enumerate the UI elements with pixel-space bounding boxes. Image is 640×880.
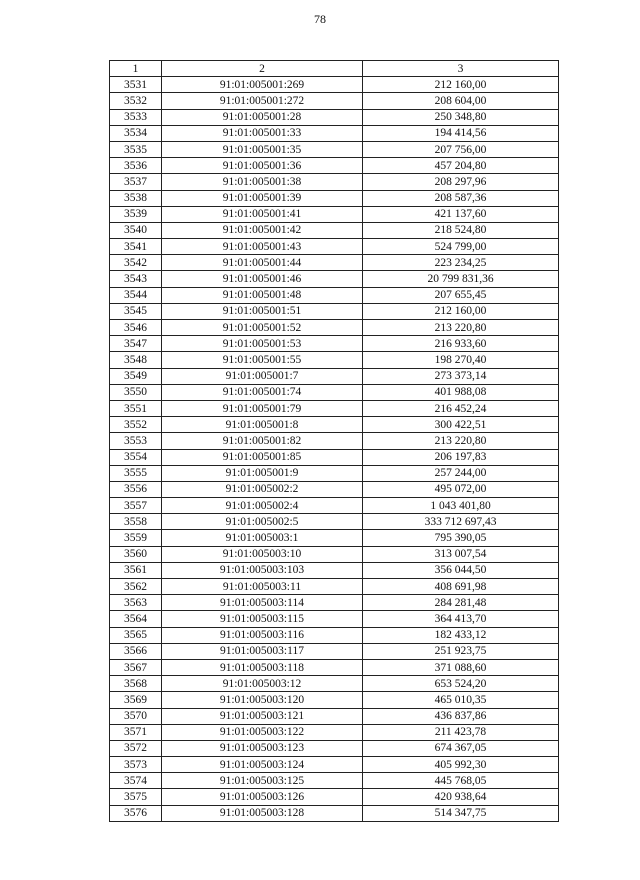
- cadastral-number-cell: 91:01:005001:82: [162, 433, 363, 449]
- table-row: [110, 643, 559, 659]
- cadastral-number-cell: 91:01:005003:117: [162, 643, 363, 659]
- value-cell: 408 691,98: [363, 579, 559, 595]
- value-cell: 182 433,12: [363, 627, 559, 643]
- cadastral-number-cell: 91:01:005003:122: [162, 724, 363, 740]
- cadastral-number-cell: 91:01:005001:41: [162, 206, 363, 222]
- cadastral-number-cell: 91:01:005003:118: [162, 659, 363, 675]
- cadastral-number-cell: 91:01:005003:12: [162, 676, 363, 692]
- cadastral-number-cell: 91:01:005001:46: [162, 271, 363, 287]
- row-number-cell: 3554: [110, 449, 162, 465]
- cadastral-number-cell: 91:01:005003:114: [162, 595, 363, 611]
- table-row: [110, 303, 559, 319]
- table-row: [110, 417, 559, 433]
- value-cell: 257 244,00: [363, 465, 559, 481]
- table-header-row: [110, 61, 559, 77]
- value-cell: 356 044,50: [363, 562, 559, 578]
- column-header-1: 1: [110, 61, 162, 77]
- value-cell: 436 837,86: [363, 708, 559, 724]
- row-number-cell: 3562: [110, 579, 162, 595]
- value-cell: 333 712 697,43: [363, 514, 559, 530]
- row-number-cell: 3550: [110, 384, 162, 400]
- row-number-cell: 3573: [110, 757, 162, 773]
- row-number-cell: 3568: [110, 676, 162, 692]
- value-cell: 208 604,00: [363, 93, 559, 109]
- row-number-cell: 3564: [110, 611, 162, 627]
- row-number-cell: 3552: [110, 417, 162, 433]
- row-number-cell: 3548: [110, 352, 162, 368]
- cadastral-number-cell: 91:01:005003:128: [162, 805, 363, 821]
- cadastral-number-cell: 91:01:005003:121: [162, 708, 363, 724]
- table-row: [110, 579, 559, 595]
- cadastral-number-cell: 91:01:005001:33: [162, 125, 363, 141]
- table-body: [110, 77, 559, 822]
- row-number-cell: 3532: [110, 93, 162, 109]
- cadastral-number-cell: 91:01:005002:4: [162, 498, 363, 514]
- table-row: [110, 757, 559, 773]
- value-cell: 421 137,60: [363, 206, 559, 222]
- cadastral-number-cell: 91:01:005002:2: [162, 481, 363, 497]
- table-row: [110, 158, 559, 174]
- table-row: [110, 546, 559, 562]
- row-number-cell: 3574: [110, 773, 162, 789]
- table-row: [110, 611, 559, 627]
- page-number: 78: [314, 12, 326, 26]
- cadastral-number-cell: 91:01:005001:272: [162, 93, 363, 109]
- row-number-cell: 3571: [110, 724, 162, 740]
- value-cell: 364 413,70: [363, 611, 559, 627]
- table-row: [110, 77, 559, 93]
- value-cell: 514 347,75: [363, 805, 559, 821]
- value-cell: 213 220,80: [363, 433, 559, 449]
- table-row: [110, 141, 559, 157]
- row-number-cell: 3558: [110, 514, 162, 530]
- cadastral-number-cell: 91:01:005001:43: [162, 239, 363, 255]
- value-cell: 445 768,05: [363, 773, 559, 789]
- table-row: [110, 400, 559, 416]
- row-number-cell: 3565: [110, 627, 162, 643]
- value-cell: 213 220,80: [363, 320, 559, 336]
- cadastral-number-cell: 91:01:005001:48: [162, 287, 363, 303]
- value-cell: 211 423,78: [363, 724, 559, 740]
- cadastral-number-cell: 91:01:005001:79: [162, 400, 363, 416]
- table-row: [110, 109, 559, 125]
- row-number-cell: 3563: [110, 595, 162, 611]
- cadastral-number-cell: 91:01:005001:35: [162, 141, 363, 157]
- row-number-cell: 3534: [110, 125, 162, 141]
- cadastral-number-cell: 91:01:005003:115: [162, 611, 363, 627]
- cadastral-number-cell: 91:01:005003:116: [162, 627, 363, 643]
- column-header-2: 2: [162, 61, 363, 77]
- cadastral-number-cell: 91:01:005003:103: [162, 562, 363, 578]
- value-cell: 216 933,60: [363, 336, 559, 352]
- cadastral-number-cell: 91:01:005001:44: [162, 255, 363, 271]
- cadastral-number-cell: 91:01:005001:55: [162, 352, 363, 368]
- row-number-cell: 3538: [110, 190, 162, 206]
- column-header-3: 3: [363, 61, 559, 77]
- value-cell: 371 088,60: [363, 659, 559, 675]
- value-cell: 251 923,75: [363, 643, 559, 659]
- row-number-cell: 3539: [110, 206, 162, 222]
- value-cell: 465 010,35: [363, 692, 559, 708]
- cadastral-number-cell: 91:01:005001:52: [162, 320, 363, 336]
- table-row: [110, 692, 559, 708]
- row-number-cell: 3561: [110, 562, 162, 578]
- table-row: [110, 659, 559, 675]
- table-row: [110, 740, 559, 756]
- row-number-cell: 3569: [110, 692, 162, 708]
- row-number-cell: 3557: [110, 498, 162, 514]
- table-row: [110, 708, 559, 724]
- value-cell: 223 234,25: [363, 255, 559, 271]
- value-cell: 212 160,00: [363, 77, 559, 93]
- row-number-cell: 3553: [110, 433, 162, 449]
- table-row: [110, 239, 559, 255]
- value-cell: 300 422,51: [363, 417, 559, 433]
- row-number-cell: 3556: [110, 481, 162, 497]
- row-number-cell: 3560: [110, 546, 162, 562]
- value-cell: 206 197,83: [363, 449, 559, 465]
- table-row: [110, 93, 559, 109]
- row-number-cell: 3546: [110, 320, 162, 336]
- value-cell: 218 524,80: [363, 222, 559, 238]
- row-number-cell: 3547: [110, 336, 162, 352]
- value-cell: 208 297,96: [363, 174, 559, 190]
- cadastral-number-cell: 91:01:005003:1: [162, 530, 363, 546]
- cadastral-number-cell: 91:01:005001:28: [162, 109, 363, 125]
- table-row: [110, 498, 559, 514]
- cadastral-number-cell: 91:01:005001:39: [162, 190, 363, 206]
- cadastral-number-cell: 91:01:005001:74: [162, 384, 363, 400]
- row-number-cell: 3575: [110, 789, 162, 805]
- table-row: [110, 465, 559, 481]
- cadastral-number-cell: 91:01:005003:11: [162, 579, 363, 595]
- table-row: [110, 481, 559, 497]
- value-cell: 207 655,45: [363, 287, 559, 303]
- value-cell: 212 160,00: [363, 303, 559, 319]
- row-number-cell: 3540: [110, 222, 162, 238]
- cadastral-number-cell: 91:01:005001:85: [162, 449, 363, 465]
- cadastral-number-cell: 91:01:005001:53: [162, 336, 363, 352]
- table-row: [110, 627, 559, 643]
- row-number-cell: 3541: [110, 239, 162, 255]
- value-cell: 653 524,20: [363, 676, 559, 692]
- row-number-cell: 3572: [110, 740, 162, 756]
- value-cell: 207 756,00: [363, 141, 559, 157]
- row-number-cell: 3537: [110, 174, 162, 190]
- cadastral-number-cell: 91:01:005001:51: [162, 303, 363, 319]
- table-row: [110, 174, 559, 190]
- value-cell: 420 938,64: [363, 789, 559, 805]
- table-row: [110, 789, 559, 805]
- value-cell: 457 204,80: [363, 158, 559, 174]
- row-number-cell: 3542: [110, 255, 162, 271]
- table-row: [110, 320, 559, 336]
- row-number-cell: 3566: [110, 643, 162, 659]
- cadastral-number-cell: 91:01:005001:9: [162, 465, 363, 481]
- row-number-cell: 3555: [110, 465, 162, 481]
- registry-table: [109, 60, 559, 822]
- value-cell: 524 799,00: [363, 239, 559, 255]
- value-cell: 194 414,56: [363, 125, 559, 141]
- value-cell: 216 452,24: [363, 400, 559, 416]
- value-cell: 795 390,05: [363, 530, 559, 546]
- table-row: [110, 222, 559, 238]
- cadastral-number-cell: 91:01:005003:126: [162, 789, 363, 805]
- table-row: [110, 368, 559, 384]
- table-row: [110, 530, 559, 546]
- value-cell: 20 799 831,36: [363, 271, 559, 287]
- table-row: [110, 336, 559, 352]
- value-cell: 313 007,54: [363, 546, 559, 562]
- cadastral-number-cell: 91:01:005002:5: [162, 514, 363, 530]
- cadastral-number-cell: 91:01:005001:8: [162, 417, 363, 433]
- table-row: [110, 255, 559, 271]
- row-number-cell: 3543: [110, 271, 162, 287]
- row-number-cell: 3549: [110, 368, 162, 384]
- table-row: [110, 449, 559, 465]
- row-number-cell: 3533: [110, 109, 162, 125]
- row-number-cell: 3567: [110, 659, 162, 675]
- value-cell: 250 348,80: [363, 109, 559, 125]
- cadastral-number-cell: 91:01:005001:36: [162, 158, 363, 174]
- value-cell: 198 270,40: [363, 352, 559, 368]
- table-row: [110, 676, 559, 692]
- row-number-cell: 3531: [110, 77, 162, 93]
- cadastral-number-cell: 91:01:005003:10: [162, 546, 363, 562]
- table-row: [110, 287, 559, 303]
- cadastral-number-cell: 91:01:005003:124: [162, 757, 363, 773]
- table-row: [110, 595, 559, 611]
- value-cell: 273 373,14: [363, 368, 559, 384]
- row-number-cell: 3544: [110, 287, 162, 303]
- value-cell: 674 367,05: [363, 740, 559, 756]
- table-row: [110, 805, 559, 821]
- row-number-cell: 3570: [110, 708, 162, 724]
- table-row: [110, 271, 559, 287]
- value-cell: 208 587,36: [363, 190, 559, 206]
- value-cell: 284 281,48: [363, 595, 559, 611]
- table-row: [110, 352, 559, 368]
- row-number-cell: 3535: [110, 141, 162, 157]
- row-number-cell: 3559: [110, 530, 162, 546]
- cadastral-number-cell: 91:01:005003:123: [162, 740, 363, 756]
- cadastral-number-cell: 91:01:005003:120: [162, 692, 363, 708]
- value-cell: 1 043 401,80: [363, 498, 559, 514]
- table-row: [110, 773, 559, 789]
- row-number-cell: 3545: [110, 303, 162, 319]
- table-row: [110, 190, 559, 206]
- table-row: [110, 562, 559, 578]
- table-row: [110, 433, 559, 449]
- table-row: [110, 514, 559, 530]
- table-row: [110, 206, 559, 222]
- cadastral-number-cell: 91:01:005001:42: [162, 222, 363, 238]
- row-number-cell: 3576: [110, 805, 162, 821]
- cadastral-number-cell: 91:01:005001:7: [162, 368, 363, 384]
- value-cell: 401 988,08: [363, 384, 559, 400]
- cadastral-number-cell: 91:01:005001:269: [162, 77, 363, 93]
- value-cell: 405 992,30: [363, 757, 559, 773]
- row-number-cell: 3551: [110, 400, 162, 416]
- table-row: [110, 125, 559, 141]
- row-number-cell: 3536: [110, 158, 162, 174]
- value-cell: 495 072,00: [363, 481, 559, 497]
- cadastral-number-cell: 91:01:005001:38: [162, 174, 363, 190]
- table-row: [110, 384, 559, 400]
- cadastral-number-cell: 91:01:005003:125: [162, 773, 363, 789]
- table-row: [110, 724, 559, 740]
